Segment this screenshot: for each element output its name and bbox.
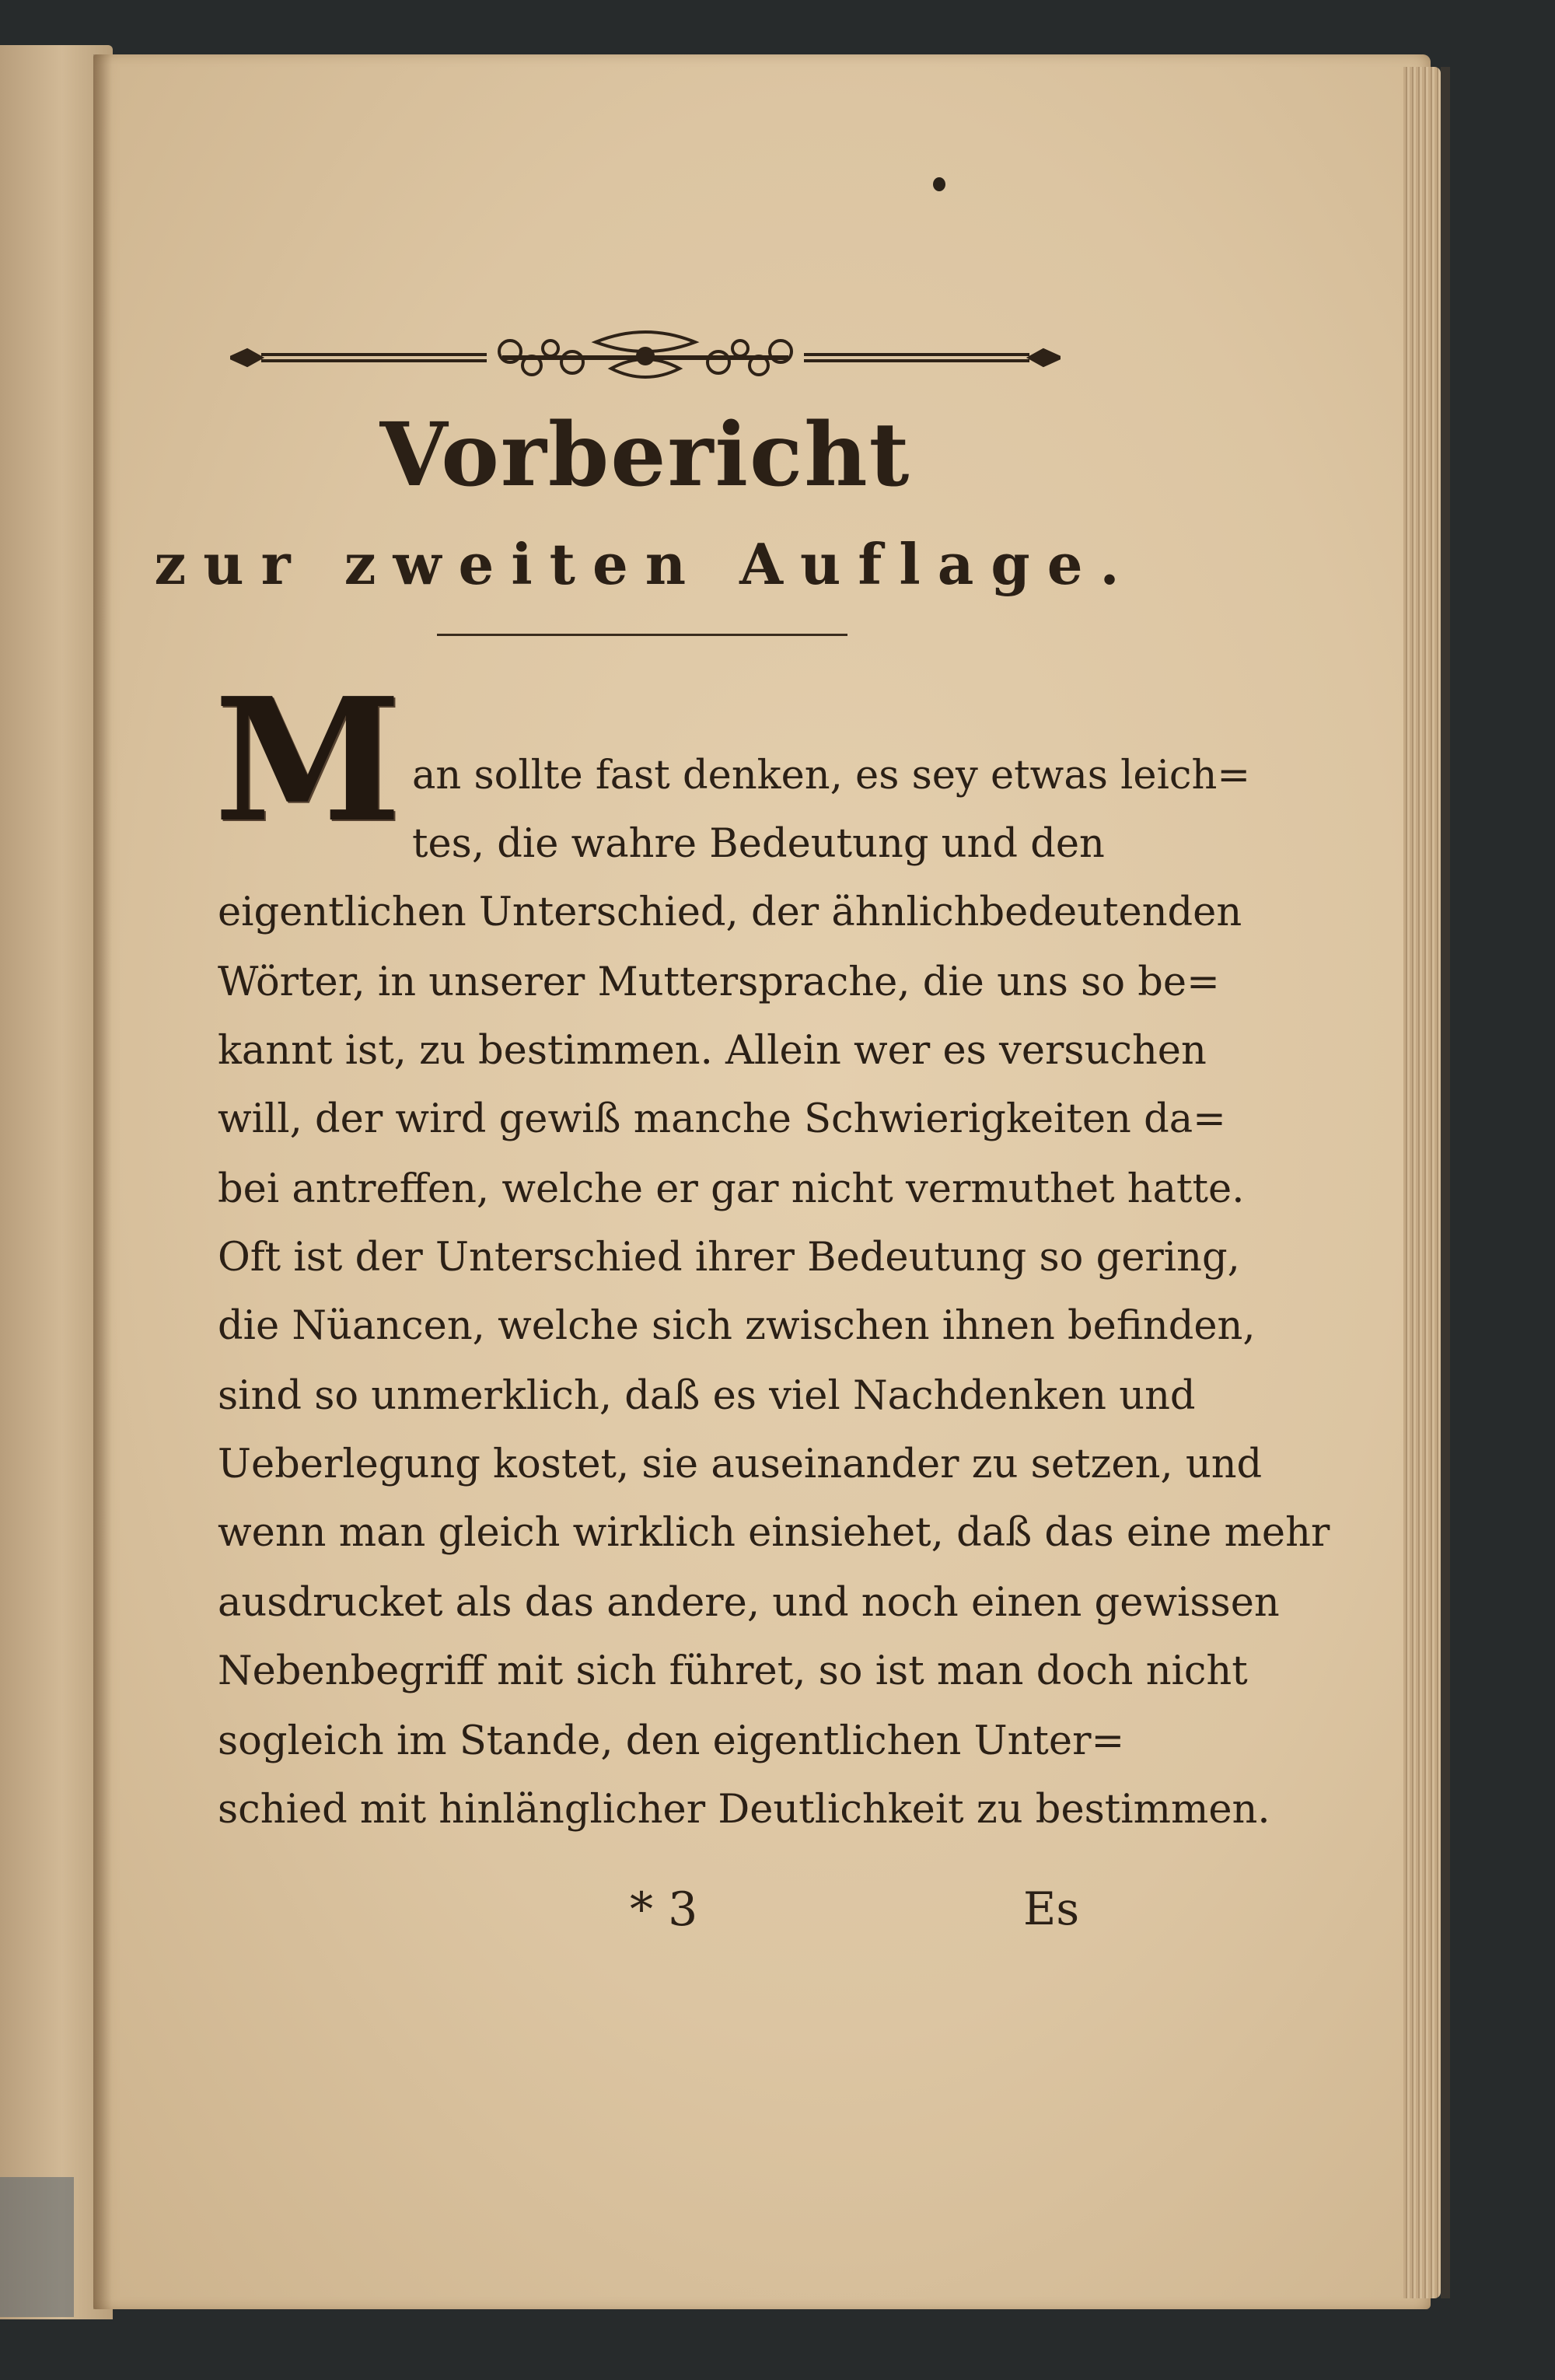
text-line: die Nüancen, welche sich zwischen ihnen befinden, [218, 1303, 1256, 1349]
header-ornament [230, 327, 1061, 386]
text-line: an sollte fast denken, es sey etwas leich= [412, 753, 1251, 799]
text-line: Oft ist der Unterschied ihrer Bedeutung so gering, [218, 1235, 1240, 1281]
text-line: sind so unmerklich, daß es viel Nachdenken und [218, 1373, 1196, 1419]
text-line: eigentlichen Unterschied, der ähnlichbedeutenden [218, 889, 1242, 935]
ink-speck [933, 177, 945, 191]
binding-cloth [0, 2177, 74, 2317]
text-line: Nebenbegriff mit sich führet, so ist man doch nicht [218, 1648, 1248, 1694]
text-line: tes, die wahre Bedeutung und den [412, 821, 1105, 867]
text-line: bei antreffen, welche er gar nicht vermuthet hatte. [218, 1166, 1245, 1212]
gutter-shadow [93, 54, 112, 2309]
text-line: ausdrucket als das andere, und noch einen gewissen [218, 1580, 1280, 1626]
page-title: Vorbericht [379, 404, 911, 506]
page-block-edges [1403, 67, 1441, 2298]
drop-cap: M [214, 661, 402, 860]
text-line: Ueberlegung kostet, sie auseinander zu setzen, und [218, 1442, 1263, 1487]
text-line: kannt ist, zu bestimmen. Allein wer es versuchen [218, 1028, 1207, 1074]
text-line: wenn man gleich wirklich einsiehet, daß das eine mehr [218, 1510, 1330, 1556]
catchword: Es [1023, 1882, 1080, 1935]
cover-edge [1441, 67, 1450, 2298]
signature-mark: * 3 [630, 1882, 698, 1937]
title-rule [437, 634, 847, 636]
text-line: sogleich im Stande, den eigentlichen Unter= [218, 1718, 1125, 1764]
text-line: Wörter, in unserer Muttersprache, die uns so be= [218, 959, 1220, 1005]
text-line: schied mit hinlänglicher Deutlichkeit zu bestimmen. [218, 1787, 1270, 1833]
text-line: will, der wird gewiß manche Schwierigkeiten da= [218, 1096, 1226, 1142]
page-subtitle: zur zweiten Auflage. [154, 531, 1137, 597]
